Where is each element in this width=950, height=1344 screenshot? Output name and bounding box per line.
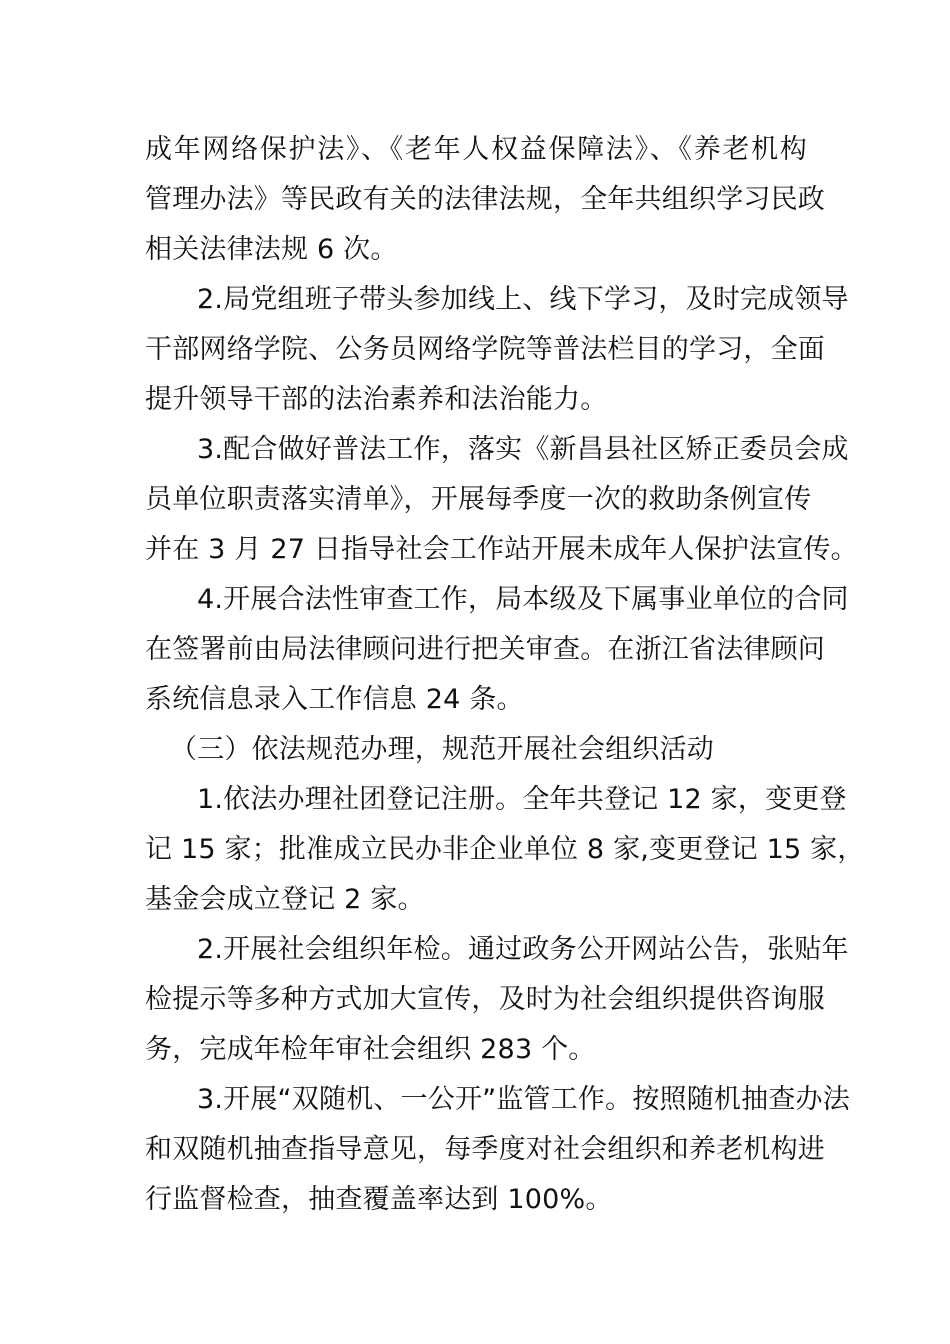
- body-text-line: 系统信息录入工作信息 24 条。: [145, 684, 524, 715]
- list-item-line: 2.局党组班子带头参加线上、线下学习，及时完成领导: [197, 284, 849, 315]
- list-item-line: 2.开展社会组织年检。通过政务公开网站公告，张贴年: [197, 934, 849, 965]
- body-text-line: 成年网络保护法》、《老年人权益保障法》、《养老机构: [145, 134, 807, 165]
- body-text-line: 记 15 家；批准成立民办非企业单位 8 家,变更登记 15 家，: [145, 834, 865, 865]
- body-text-line: 和双随机抽查指导意见，每季度对社会组织和养老机构进: [145, 1134, 825, 1165]
- body-text-line: 行监督检查，抽查覆盖率达到 100%。: [145, 1184, 613, 1215]
- section-heading: （三）依法规范办理，规范开展社会组织活动: [170, 734, 714, 765]
- body-text-line: 管理办法》等民政有关的法律法规，全年共组织学习民政: [145, 184, 825, 215]
- body-text-line: 干部网络学院、公务员网络学院等普法栏目的学习，全面: [145, 334, 825, 365]
- body-text-line: 员单位职责落实清单》，开展每季度一次的救助条例宣传: [145, 484, 812, 515]
- body-text-line: 务，完成年检年审社会组织 283 个。: [145, 1034, 596, 1065]
- body-text-line: 在签署前由局法律顾问进行把关审查。在浙江省法律顾问: [145, 634, 825, 665]
- list-item-line: 3.开展“双随机、一公开”监管工作。按照随机抽查办法: [197, 1084, 850, 1115]
- list-item-line: 1.依法办理社团登记注册。全年共登记 12 家，变更登: [197, 784, 847, 815]
- list-item-line: 4.开展合法性审查工作，局本级及下属事业单位的合同: [197, 584, 849, 615]
- body-text-line: 相关法律法规 6 次。: [145, 234, 398, 265]
- body-text-line: 检提示等多种方式加大宣传，及时为社会组织提供咨询服: [145, 984, 825, 1015]
- body-text-line: 并在 3 月 27 日指导社会工作站开展未成年人保护法宣传。: [145, 534, 858, 565]
- body-text-line: 提升领导干部的法治素养和法治能力。: [145, 384, 608, 415]
- body-text-line: 基金会成立登记 2 家。: [145, 884, 425, 915]
- list-item-line: 3.配合做好普法工作，落实《新昌县社区矫正委员会成: [197, 434, 849, 465]
